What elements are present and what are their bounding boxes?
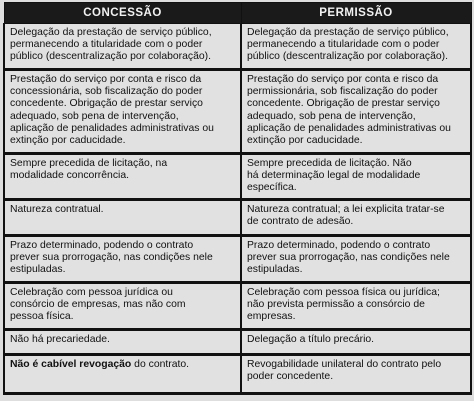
table-row bbox=[4, 199, 471, 235]
header-row bbox=[4, 3, 471, 24]
table-row bbox=[4, 354, 471, 393]
cell-permissao: Prestação do serviço por conta e risco da permissionária, sob fiscalização do poder concedente. Obrigação de prestar serviço adequado, sob pena de intervenção, aplicação de penalidades administrativas ou extinção por caducidade. bbox=[241, 70, 471, 154]
cell-permissao: Prazo determinado, podendo o contrato prever sua prorrogação, nas condições nele estipuladas. bbox=[241, 235, 471, 282]
header-concessao: CONCESSÃO bbox=[4, 3, 241, 24]
bold-phrase: Não é cabível revogação bbox=[10, 358, 132, 370]
cell-concessao bbox=[4, 354, 241, 393]
cell-concessao: Natureza contratual. bbox=[4, 199, 241, 235]
cell-permissao: Sempre precedida de licitação. Não há determinação legal de modalidade específica. bbox=[241, 154, 471, 200]
cell-concessao: Sempre precedida de licitação, na modalidade concorrência. bbox=[4, 154, 241, 200]
cell-concessao: Prazo determinado, podendo o contrato prever sua prorrogação, nas condições nele estipuladas. bbox=[4, 235, 241, 282]
cell-permissao: Delegação a título precário. bbox=[241, 329, 471, 354]
table-row bbox=[4, 329, 471, 354]
cell-concessao: Não há precariedade. bbox=[4, 329, 241, 354]
table-row bbox=[4, 282, 471, 329]
table-row bbox=[4, 70, 471, 154]
cell-concessao: Celebração com pessoa jurídica ou consórcio de empresas, mas não com pessoa física. bbox=[4, 282, 241, 329]
table-row bbox=[4, 235, 471, 282]
cell-concessao: Prestação do serviço por conta e risco da concessionária, sob fiscalização do poder concedente. Obrigação de prestar serviço adequado, sob pena de intervenção, aplicação de penalidades administrativas ou extinção por caducidade. bbox=[4, 70, 241, 154]
cell-permissao: Celebração com pessoa física ou jurídica; não prevista permissão a consórcio de empresas. bbox=[241, 282, 471, 329]
cell-permissao: Natureza contratual; a lei explicita tratar-se de contrato de adesão. bbox=[241, 199, 471, 235]
header-permissao: PERMISSÃO bbox=[241, 3, 471, 24]
cell-permissao: Revogabilidade unilateral do contrato pelo poder concedente. bbox=[241, 354, 471, 393]
table-row bbox=[4, 154, 471, 200]
table-row bbox=[4, 24, 471, 70]
cell-text-rest: do contrato. bbox=[131, 358, 190, 370]
comparison-table bbox=[3, 2, 472, 395]
cell-concessao: Delegação da prestação de serviço público, permanecendo a titularidade com o poder público (descentralização por colaboração). bbox=[4, 24, 241, 70]
cell-permissao: Delegação da prestação de serviço público, permanecendo a titularidade com o poder público (descentralização por colaboração). bbox=[241, 24, 471, 70]
